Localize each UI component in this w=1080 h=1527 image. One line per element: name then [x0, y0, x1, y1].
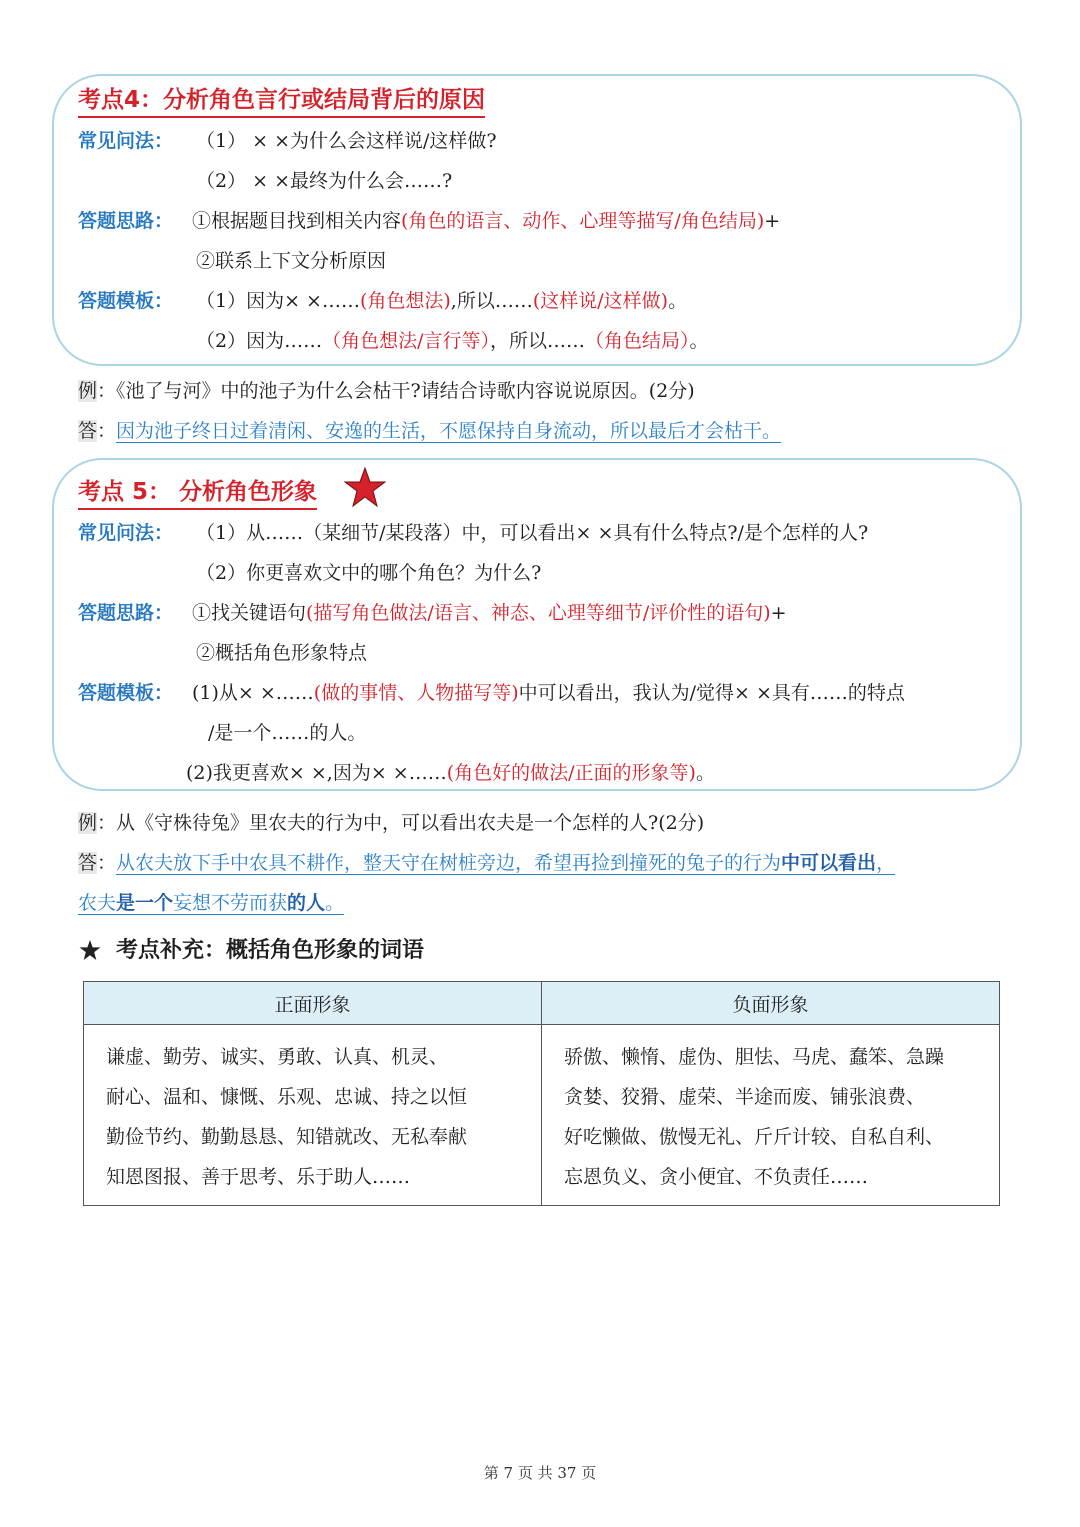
answer-colon: ： [97, 852, 117, 874]
words-table [83, 981, 1000, 1206]
point5-template-1-cont: /是一个……的人。 [208, 722, 367, 744]
example-question-text: ：从《守株待兔》里农夫的行为中，可以看出农夫是一个怎样的人?(2分) [97, 812, 705, 834]
point4-idea-1 [192, 212, 780, 231]
example4-answer [78, 422, 781, 441]
example-mark: 例 [78, 380, 98, 402]
positive-words-line: 耐心、温和、慷慨、乐观、忠诚、持之以恒 [106, 1086, 468, 1108]
point4-template-2 [196, 332, 709, 351]
tpl-text: ，所以…… [490, 330, 586, 352]
example5-answer-line1 [78, 854, 895, 873]
point4-question-label: 常见问法： [78, 130, 174, 152]
tpl-text: 。 [695, 762, 715, 784]
negative-words-line: 忘恩负义、贪小便宜、不负责任…… [564, 1166, 869, 1188]
answer-part-bold: 的人 [287, 892, 326, 914]
positive-words-line: 谦虚、勤劳、诚实、勇敢、认真、机灵、 [106, 1046, 449, 1068]
example4-question [78, 382, 695, 401]
supplement-title: 考点补充：概括角色形象的词语 [116, 938, 425, 963]
answer-mark: 答 [78, 420, 98, 442]
tpl-text: （2）因为…… [196, 330, 323, 352]
idea-plus: + [770, 602, 787, 624]
point4-template-label: 答题模板： [78, 290, 174, 312]
idea-hint: (角色的语言、动作、心理等描写/角色结局) [401, 210, 765, 232]
point5-template-1 [192, 684, 905, 703]
tpl-hint: (这样说/这样做) [532, 290, 669, 312]
answer-part: 农夫 [78, 892, 117, 914]
point5-template-label: 答题模板： [78, 682, 174, 704]
tpl-hint: （角色结局） [585, 330, 690, 352]
answer-part-bold: 中可以看出 [781, 852, 877, 874]
header-positive: 正面形象 [84, 982, 542, 1025]
point5-title: 考点 5： 分析角色形象 [78, 481, 317, 510]
tpl-hint: (做的事情、人物描写等) [313, 682, 519, 704]
answer-part: 。 [325, 892, 345, 914]
point5-question-label: 常见问法： [78, 522, 174, 544]
positive-words-cell [84, 1025, 542, 1206]
idea-hint: (描写角色做法/语言、神态、心理等细节/评价性的语句) [306, 602, 771, 624]
tpl-hint: (角色想法) [359, 290, 451, 312]
idea-text: ①找关键语句 [192, 602, 307, 624]
answer-colon: ： [97, 420, 117, 442]
negative-words-line: 贪婪、狡猾、虚荣、半途而废、铺张浪费、 [564, 1086, 926, 1108]
point4-title: 考点4：分析角色言行或结局背后的原因 [78, 89, 485, 118]
answer-text [78, 892, 344, 914]
point5-template-2 [186, 764, 715, 783]
answer-part-bold: 是一个 [116, 892, 174, 914]
point5-question-1: （1）从……（某细节/某段落）中，可以看出× ×具有什么特点?/是个怎样的人? [196, 522, 869, 544]
tpl-hint: (角色好的做法/正面的形象等) [446, 762, 696, 784]
tpl-text: (2)我更喜欢× ×,因为× ×…… [186, 762, 447, 784]
tpl-text: 中可以看出，我认为/觉得× ×具有……的特点 [518, 682, 905, 704]
example5-answer-line2 [78, 894, 344, 913]
answer-text: 因为池子终日过着清闲、安逸的生活，不愿保持自身流动，所以最后才会枯干。 [116, 420, 782, 442]
point5-idea-2: ②概括角色形象特点 [196, 642, 368, 664]
negative-words-cell [542, 1025, 1000, 1206]
tpl-text: （1）因为× ×…… [196, 290, 360, 312]
example5-question [78, 814, 704, 833]
red-star-icon [344, 466, 386, 508]
answer-mark: 答 [78, 852, 98, 874]
answer-part: 从农夫放下手中农具不耕作，整天守在树桩旁边，希望再捡到撞死的兔子的行为 [116, 852, 782, 874]
answer-text [116, 852, 895, 874]
example-mark: 例 [78, 812, 98, 834]
negative-words-line: 好吃懒做、傲慢无礼、斤斤计较、自私自利、 [564, 1126, 945, 1148]
point4-idea-label: 答题思路： [78, 210, 174, 232]
header-negative: 负面形象 [542, 982, 1000, 1025]
point4-template-1 [196, 292, 687, 311]
page-number: 第 7 页 共 37 页 [483, 1464, 597, 1482]
positive-words-line: 知恩图报、善于思考、乐于助人…… [106, 1166, 411, 1188]
point5-question-2: （2）你更喜欢文中的哪个角色？为什么? [196, 562, 542, 584]
idea-plus: + [764, 210, 781, 232]
black-star-icon [79, 939, 101, 961]
answer-part: ， [876, 852, 896, 874]
tpl-text: ,所以…… [450, 290, 533, 312]
answer-part: 妄想不劳而获 [173, 892, 288, 914]
tpl-text: (1)从× ×…… [192, 682, 314, 704]
point4-idea-2: ②联系上下文分析原因 [196, 250, 387, 272]
point4-question-1: （1） × ×为什么会这样说/这样做? [196, 130, 497, 152]
example-question-text: ：《池了与河》中的池子为什么会枯干?请结合诗歌内容说说原因。(2分) [97, 380, 695, 402]
tpl-text: 。 [689, 330, 709, 352]
point5-idea-1 [192, 604, 787, 623]
tpl-hint: （角色想法/言行等） [322, 330, 490, 352]
tpl-text: 。 [668, 290, 688, 312]
idea-text: ①根据题目找到相关内容 [192, 210, 402, 232]
negative-words-line: 骄傲、懒惰、虚伪、胆怯、马虎、蠢笨、急躁 [564, 1046, 945, 1068]
positive-words-line: 勤俭节约、勤勤恳恳、知错就改、无私奉献 [106, 1126, 468, 1148]
point5-idea-label: 答题思路： [78, 602, 174, 624]
point4-question-2: （2） × ×最终为什么会……? [196, 170, 453, 192]
